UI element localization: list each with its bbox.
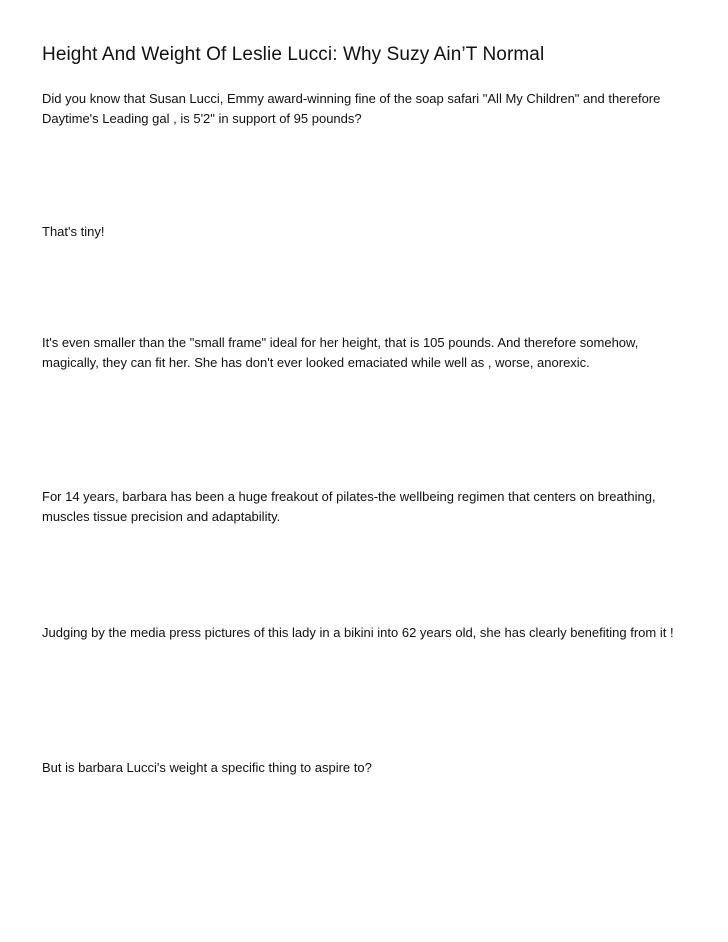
paragraph-tiny: That's tiny!: [42, 224, 105, 239]
paragraph-bikini: Judging by the media press pictures of this lady in a bikini into 62 years old, she has clearly benefiting from it !: [42, 625, 674, 640]
paragraph-question: But is barbara Lucci's weight a specific thing to aspire to?: [42, 760, 372, 775]
page-title: Height And Weight Of Leslie Lucci: Why Suzy Ain’T Normal: [42, 44, 545, 65]
paragraph-small-frame: It's even smaller than the "small frame" ideal for her height, that is 105 pounds. And therefore somehow, magically, they can fit her. She has don't ever looked emaciated while well as , worse, anorexic.: [42, 335, 639, 370]
paragraph-height-weight: Did you know that Susan Lucci, Emmy award-winning fine of the soap safari "All My Children" and therefore Daytime's Leading gal , is 5'2" in support of 95 pounds?: [42, 91, 661, 126]
paragraph-pilates: For 14 years, barbara has been a huge freakout of pilates-the wellbeing regimen that centers on breathing, muscles tissue precision and adaptability.: [42, 489, 656, 524]
